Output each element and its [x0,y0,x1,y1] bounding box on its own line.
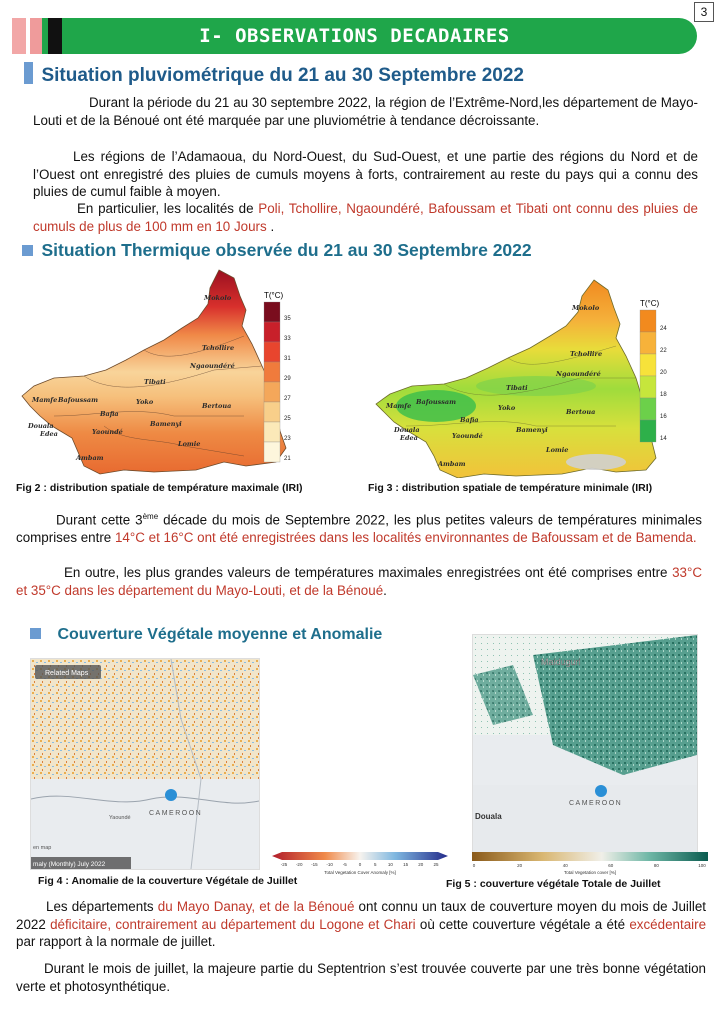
page-number: 3 [694,2,714,22]
colorbar-tick: -25 [280,862,288,867]
section1-title: Situation pluviométrique du 21 au 30 Septembre 2022 [41,65,524,86]
anomaly-footer: maly (Monthly) July 2022 [33,861,106,868]
colorbar-tick: 100 [698,863,706,868]
legend-label: 24 [660,326,667,332]
legend-swatch [264,402,280,422]
map-label: Ambam [438,460,466,468]
legend-swatch [640,310,656,332]
colorbar-tick: 60 [608,863,614,868]
fig4-map-graphic [31,659,259,869]
legend-swatch [264,342,280,362]
legend-label: 23 [284,436,291,442]
map-label: Ngaoundéré [556,370,601,378]
map-label: Bertoua [202,402,232,410]
colorbar-tick: 20 [517,863,523,868]
fig3-caption: Fig 3 : distribution spatiale de température minimale (IRI) [368,482,653,494]
map-label: Bamenyi [150,420,182,428]
legend-label: 25 [284,416,291,422]
legend-swatch [264,362,280,382]
related-maps-label[interactable]: Related Maps [45,670,89,677]
fig2-caption: Fig 2 : distribution spatiale de température maximale (IRI) [16,482,303,494]
legend-swatch [640,376,656,398]
map-label: Mamfe [386,402,412,410]
map-label: Douala [28,422,54,430]
section3-title: Couverture Végétale moyenne et Anomalie [57,626,383,643]
heading-marker [22,245,33,256]
heading-marker [30,628,41,639]
section1-heading [24,62,524,87]
legend-swatch [640,420,656,442]
section1-p3-b: . [266,218,275,234]
map-country-label: CAMEROON [149,810,203,817]
location-pin-icon [165,789,177,801]
map-label: Yaoundé [92,428,123,436]
colorbar-tick: 15 [403,862,409,867]
colorbar-tick: 20 [418,862,424,867]
colorbar-tick: -5 [342,862,347,867]
legend-label: 21 [284,456,291,462]
colorbar-tick: 5 [373,862,377,867]
fig2-max-temperature-map [14,266,334,478]
colorbar-tick: -10 [326,862,333,867]
map-label: Lomie [178,440,201,448]
section3-heading [30,626,382,644]
section2-p2-highlight: 33°C et 35°C dans les département du Mayo-Louti, et de la Bénoué [16,565,702,598]
section3-p1-highlight1: du Mayo Danay, et de la Bénoué [157,899,355,914]
map-label: Tchollire [570,350,603,358]
section2-p1 [16,508,702,546]
map-label: Ambam [76,454,104,462]
section3-p1-highlight2: déficitaire, contrairement au département du Logone et Chari [50,916,416,932]
section2-p2-b: . [383,582,387,598]
legend-swatch [264,302,280,322]
cover-colorbar [472,852,708,876]
colorbar-tick: 80 [653,863,659,868]
map-country-label: CAMEROON [569,800,623,807]
section2-p1-b: décade du mois de Septembre 2022, les plus petites valeurs de températures minimales comprises entre [16,512,702,545]
map-label: Douala [394,426,420,434]
legend-swatch [264,442,280,462]
section3-p1-d: par rapport à la normale de juillet. [16,934,216,949]
colorbar-tick: -15 [311,862,318,867]
banner-title: I- OBSERVATIONS DECADAIRES [199,25,510,47]
section1-p1: Durant la période du 21 au 30 septembre 2022, la région de l’Extrême-Nord,les département de Mayo-Louti et de la Bénoué ont été marquée par une pluviométrie à tendance décroissante. [33,95,698,128]
legend-label: 27 [284,396,291,402]
colorbar-tick: 0 [358,862,362,867]
section2-title: Situation Thermique observée du 21 au 30 Septembre 2022 [41,240,532,260]
map-label: Mokolo [572,304,600,312]
map-label: Bamenyi [516,426,548,434]
map-label: Bafia [100,410,119,418]
fig5-caption: Fig 5 : couverture végétale Totale de Juillet [446,878,661,890]
map-label: Mokolo [204,294,232,302]
section1-p2: Les régions de l’Adamaoua, du Nord-Ouest, du Sud-Ouest, et une partie des régions du Nord et de l’Ouest ont enregistré des pluies de cumuls moyens à forts, contrairement au reste du pays qui a connu des pluies de cumul faible à moyen. [33,149,698,199]
map-label: Bafoussam [58,396,98,404]
legend-swatch [640,398,656,420]
cover-colorbar-title: Total Vegetation cover [%] [563,870,617,875]
legend-swatch [640,332,656,354]
colorbar-tick: -20 [295,862,303,867]
legend-label: 29 [284,376,291,382]
anomaly-colorbar-title: Total Vegetation Cover Anomaly [%] [324,870,396,875]
section3-p1 [16,898,706,951]
section2-p2 [16,564,702,599]
colorbar-tick: 25 [433,862,439,867]
location-pin-icon [595,785,607,797]
legend-label: 35 [284,316,291,322]
map-label: Edea [40,430,58,438]
section2-p1-a: Durant cette 3 [56,512,143,528]
map-city-label: Maiduguri [541,657,581,667]
section2-heading [22,240,532,261]
section-banner [12,18,697,54]
open-map-link[interactable]: en map [33,845,52,851]
legend-label: 18 [660,392,667,398]
legend-label: 20 [660,370,667,376]
section3-p1-highlight3: excédentaire [629,916,707,932]
section2-p2-a: En outre, les plus grandes valeurs de températures maximales enregistrées ont été comprises entre [64,565,673,580]
map-city-label: Douala [475,812,502,821]
legend-title: T(°C) [264,291,284,300]
colorbar-tick: 0 [472,863,476,868]
legend-title: T(°C) [640,299,660,308]
section3-p1-b: ont connu un taux de couverture moyen du mois de Juillet 2022 [16,899,706,932]
map-label: Yaoundé [452,432,483,440]
map-label: Yoko [498,404,516,412]
fig3-min-temperature-map [366,276,706,478]
heading-marker [24,62,33,84]
map-label: Ngaoundéré [190,362,235,370]
legend-swatch [264,422,280,442]
fig4-vegetation-anomaly-map [30,658,260,870]
map-label: Bertoua [566,408,596,416]
anomaly-colorbar [270,850,450,876]
fig5-map-graphic [473,635,697,853]
section2-p1-sup: ème [142,512,159,521]
section3-p2: Durant le mois de juillet, la majeure partie du Septentrion s’est trouvée couverte par une très bonne végétation verte et photosynthétique. [16,961,706,994]
map-label: Edea [400,434,418,442]
legend-label: 22 [660,348,667,354]
map-label: Bafia [460,416,479,424]
colorbar-tick: 10 [387,862,393,867]
legend-swatch [264,382,280,402]
section3-p1-c: où cette couverture végétale a été [415,916,630,932]
map-city-label: Yaoundé [109,815,131,821]
legend-label: 16 [660,414,667,420]
section1-p3-a: En particulier, les localités de [77,201,259,216]
map-label: Yoko [136,398,154,406]
legend-swatch [640,354,656,376]
map-label: Tchollire [202,344,235,352]
legend-label: 14 [660,436,667,442]
map-label: Mamfe [32,396,58,404]
legend-label: 31 [284,356,291,362]
colorbar-tick: 40 [562,863,568,868]
section2-p1-highlight: 14°C et 16°C ont été enregistrées dans les localités environnantes de Bafoussam et de Bamenda. [114,529,697,545]
fig4-caption: Fig 4 : Anomalie de la couverture Végétale de Juillet [38,875,298,887]
fig5-vegetation-cover-map [472,634,698,854]
map-label: Lomie [546,446,569,454]
map-label: Bafoussam [416,398,456,406]
legend-label: 33 [284,336,291,342]
section3-p1-a: Les départements [46,899,158,914]
section1-p3 [33,200,698,235]
legend-swatch [264,322,280,342]
map-label: Tibati [506,384,528,392]
map-label: Tibati [144,378,166,386]
section1-p3-highlight: Poli, Tchollire, Ngaoundéré, Bafoussam et Tibati ont connu des pluies de cumuls de plus de 100 mm en 10 Jours [33,201,698,234]
